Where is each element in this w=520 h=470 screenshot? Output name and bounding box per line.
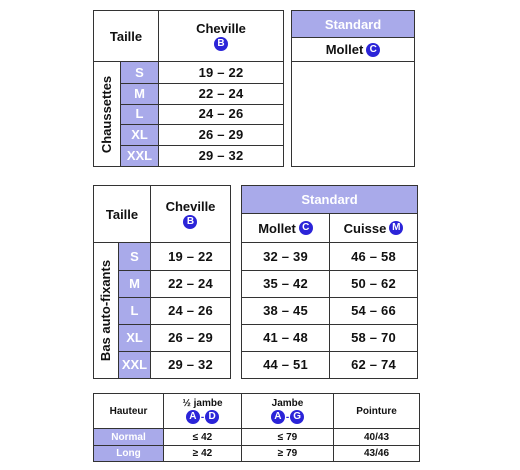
table2-mollet-header: Mollet C (242, 214, 329, 242)
table2-cuisse-cell (330, 243, 417, 270)
table3-jambe-cell-text: ≥ 79 (277, 447, 298, 459)
table2-mollet-cell-text: 44 – 51 (263, 357, 308, 372)
table3-demi-cell-text: ≥ 42 (192, 447, 213, 459)
size-label-text: XL (126, 330, 143, 345)
table2-mollet-cell (242, 324, 329, 351)
table1-taille-header: Taille (109, 28, 143, 44)
table1-cheville-cell (159, 104, 283, 125)
divider (242, 297, 417, 298)
table2-cheville-cell-text: 24 – 26 (168, 303, 213, 318)
table2-mollet-cell-text: 38 – 45 (263, 303, 308, 318)
table1-cheville-cell (159, 145, 283, 166)
badge-d-icon: D (205, 410, 219, 424)
table2-cuisse-cell (330, 270, 417, 297)
divider (242, 351, 417, 352)
table2-standard-header: Standard (242, 186, 417, 213)
table1-cheville-header: Cheville B (196, 21, 246, 49)
table2-cuisse-cell-text: 54 – 66 (351, 303, 396, 318)
badge-c-icon: C (299, 221, 313, 235)
divider (121, 124, 283, 125)
divider (94, 445, 419, 446)
table3-pointure-cell-text: 40/43 (363, 431, 390, 443)
table2-cheville-header: Cheville B (165, 199, 216, 227)
badge-a-icon: A (271, 410, 285, 424)
table2-cuisse-cell-text: 50 – 62 (351, 276, 396, 291)
table1-cheville-cell-text: 26 – 29 (198, 127, 244, 143)
size-label (121, 145, 158, 166)
height-label (94, 445, 163, 461)
size-label (121, 62, 158, 83)
size-label-text: M (129, 276, 140, 291)
table2-cheville-cell (151, 351, 230, 378)
table3-pointure-cell (334, 429, 419, 445)
table2-cuisse-cell-text: 46 – 58 (351, 249, 396, 264)
table2-mollet-cell-text: 35 – 42 (263, 276, 308, 291)
table2-mollet-cell (242, 351, 329, 378)
table2-cuisse-header: Cuisse M (330, 214, 417, 242)
table2-cheville-cell (151, 270, 230, 297)
table2-cheville-cell-text: 29 – 32 (168, 357, 213, 372)
table1-cheville-cell (159, 83, 283, 104)
table2-cuisse-cell-text: 62 – 74 (351, 357, 396, 372)
table2-taille-header: Taille (105, 206, 139, 222)
table3-demi-cell (164, 445, 241, 461)
table1-cheville-cell (159, 124, 283, 145)
size-label-text: M (134, 85, 145, 101)
table3-pointure-cell-text: 43/46 (363, 447, 390, 459)
table3-jambe-cell-text: ≤ 79 (277, 431, 298, 443)
table1-cheville-cell-text: 19 – 22 (198, 64, 244, 80)
size-label (119, 270, 150, 297)
divider (242, 324, 417, 325)
badge-m-icon: M (389, 221, 403, 235)
table2-cheville-cell-text: 26 – 29 (168, 330, 213, 345)
table1-cheville-cell-text: 22 – 24 (198, 85, 244, 101)
badge-c-icon: C (366, 43, 380, 57)
table1-row-group-label: Chaussettes (99, 75, 115, 153)
table3-hauteur-header: Hauteur (109, 405, 148, 417)
table2-mollet-cell-text: 32 – 39 (263, 249, 308, 264)
table3-pointure-cell (334, 445, 419, 461)
size-label-text: XXL (126, 148, 153, 164)
table1-cheville-cell-text: 24 – 26 (198, 106, 244, 122)
size-label-text: XXL (121, 357, 148, 372)
divider (121, 104, 283, 105)
table2-cheville-cell (151, 324, 230, 351)
size-label (121, 104, 158, 125)
table2-cuisse-cell-text: 58 – 70 (351, 330, 396, 345)
height-label-text: Long (116, 447, 141, 459)
badge-b-icon: B (214, 37, 228, 51)
size-label (121, 124, 158, 145)
table2-cheville-cell (151, 243, 230, 270)
table3-demi-jambe-header: ½ jambe A - D (182, 398, 223, 423)
table2-cheville-cell-text: 19 – 22 (168, 249, 213, 264)
table2-mollet-cell (242, 297, 329, 324)
height-label (94, 429, 163, 445)
table3-jambe-cell (242, 445, 333, 461)
table1-cheville-cell-text: 29 – 32 (198, 148, 244, 164)
badge-a-icon: A (186, 410, 200, 424)
table3-demi-cell-text: ≤ 42 (192, 431, 213, 443)
size-label-text: S (130, 249, 139, 264)
badge-b-icon: B (183, 215, 197, 229)
height-label-text: Normal (111, 431, 146, 443)
table2-mollet-cell (242, 243, 329, 270)
table3-pointure-header: Pointure (356, 405, 397, 417)
table3-demi-cell (164, 429, 241, 445)
table2-cheville-cell-text: 22 – 24 (168, 276, 213, 291)
table2-cheville-cell (151, 297, 230, 324)
table1-standard-header: Standard (292, 11, 414, 37)
table3-jambe-header: Jambe A - G (271, 398, 304, 423)
table2-cuisse-cell (330, 324, 417, 351)
size-label (119, 324, 150, 351)
size-label-text: L (130, 303, 139, 318)
divider (119, 324, 230, 325)
size-label (119, 351, 150, 378)
divider (121, 83, 283, 84)
table2-cuisse-cell (330, 351, 417, 378)
table2-row-group-label: Bas auto-fixants (98, 259, 114, 362)
size-label (119, 297, 150, 324)
divider (119, 297, 230, 298)
size-label (119, 243, 150, 270)
divider (242, 270, 417, 271)
table3-jambe-cell (242, 429, 333, 445)
table1-mollet-header: Mollet C (292, 38, 414, 61)
divider (121, 145, 283, 146)
size-label (121, 83, 158, 104)
size-label-text: S (135, 64, 144, 80)
size-label-text: L (135, 106, 144, 122)
table2-cuisse-cell (330, 297, 417, 324)
table2-mollet-cell-text: 41 – 48 (263, 330, 308, 345)
divider (119, 351, 230, 352)
table2-mollet-cell (242, 270, 329, 297)
size-label-text: XL (131, 127, 148, 143)
table1-cheville-cell (159, 62, 283, 83)
divider (119, 270, 230, 271)
badge-g-icon: G (290, 410, 304, 424)
